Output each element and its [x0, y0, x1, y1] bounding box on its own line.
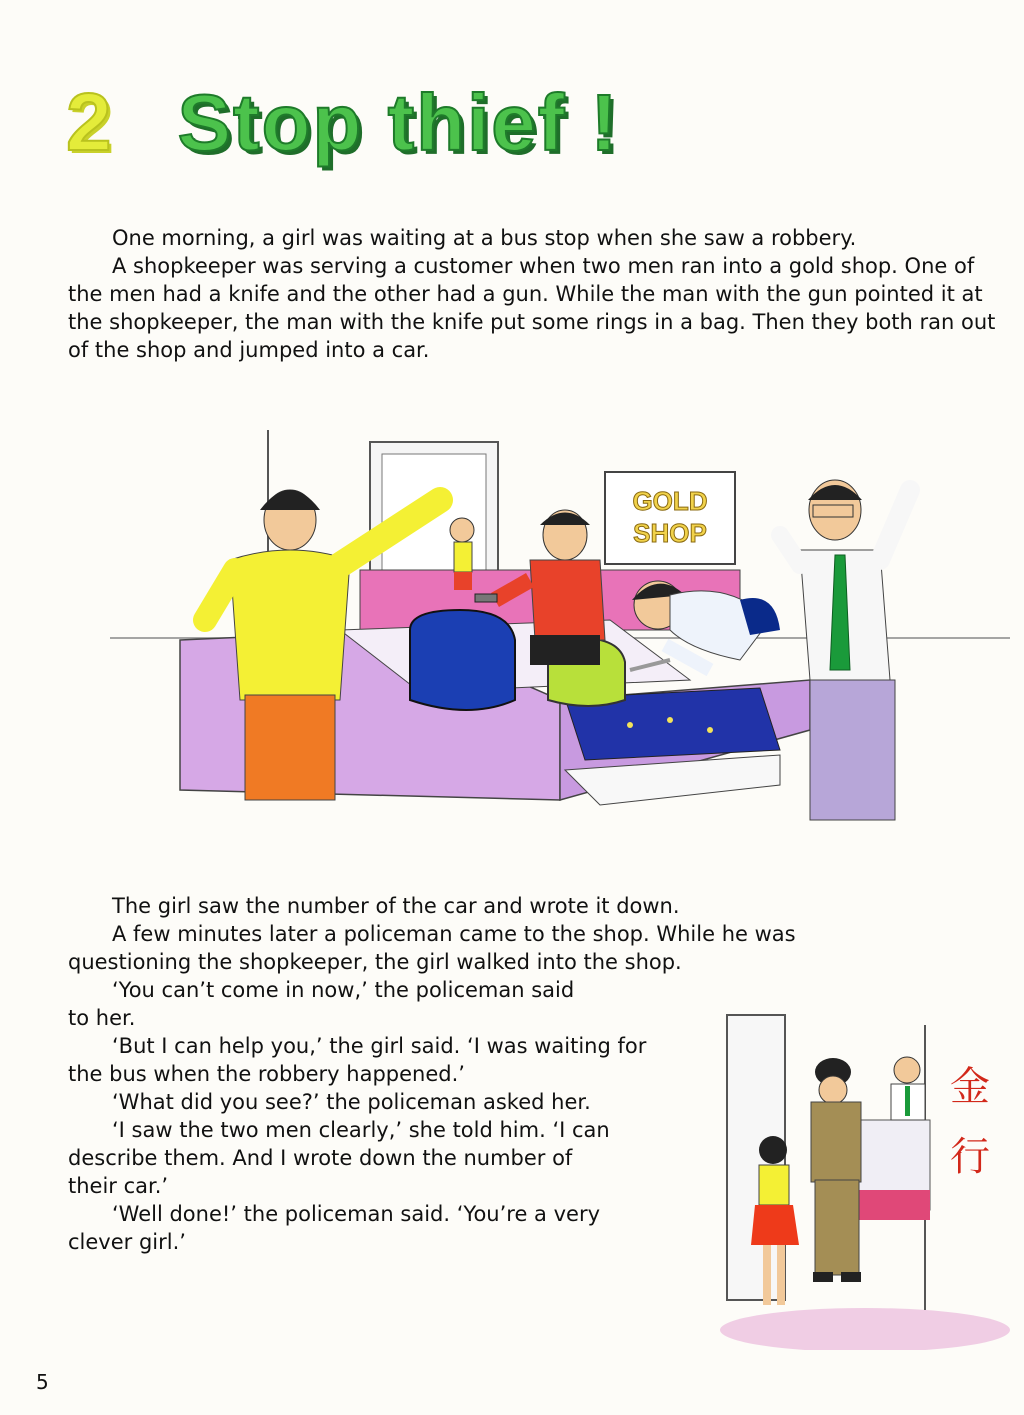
story-line-5: ‘What did you see?’ the policeman asked her.	[112, 1090, 591, 1114]
sign-line-1: GOLD	[632, 486, 708, 516]
chapter-title-text: Stop thief !	[177, 78, 620, 167]
chapter-title	[66, 78, 619, 168]
blue-bag	[410, 610, 515, 710]
policeman-figure	[811, 1058, 861, 1282]
story-top	[68, 224, 1018, 364]
story-line-7: ‘Well done!’ the policeman said. ‘You’re a very clever girl.’	[68, 1202, 601, 1254]
story-paragraph-1: One morning, a girl was waiting at a bus stop when she saw a robbery.	[112, 226, 857, 250]
shopkeeper-figure	[780, 480, 910, 820]
shop-sign-char-1: 金	[950, 1064, 990, 1110]
chapter-number: 2	[66, 77, 112, 168]
sign-line-2: SHOP	[633, 518, 707, 548]
shop-sign-char-2: 行	[950, 1134, 990, 1180]
page-number: 5	[36, 1370, 49, 1394]
story-line-2: A few minutes later a policeman came to the shop. While he was questioning the shopkeeper, the girl walked into the shop.	[68, 922, 796, 974]
story-paragraph-2: A shopkeeper was serving a customer when two men ran into a gold shop. One of the men had a knife and the other had a gun. While the man with the gun pointed it at the shopkeeper, the man with the knife put some rings in a bag. Then they both ran out of the shop and jumped into a car.	[68, 254, 996, 362]
shopkeeper-small-figure	[891, 1057, 925, 1120]
story-line-1: The girl saw the number of the car and wrote it down.	[112, 894, 680, 918]
policeman-illustration	[715, 1010, 1015, 1350]
robbery-illustration	[110, 430, 1010, 870]
story-line-4: ‘But I can help you,’ the girl said. ‘I was waiting for the bus when the robbery happened.’	[68, 1034, 647, 1086]
gold-shop-sign	[605, 472, 735, 564]
story-line-6: ‘I saw the two men clearly,’ she told him. ‘I can describe them. And I wrote down the number of their car.’	[68, 1118, 610, 1198]
story-line-3: ‘You can’t come in now,’ the policeman said to her.	[68, 978, 575, 1030]
